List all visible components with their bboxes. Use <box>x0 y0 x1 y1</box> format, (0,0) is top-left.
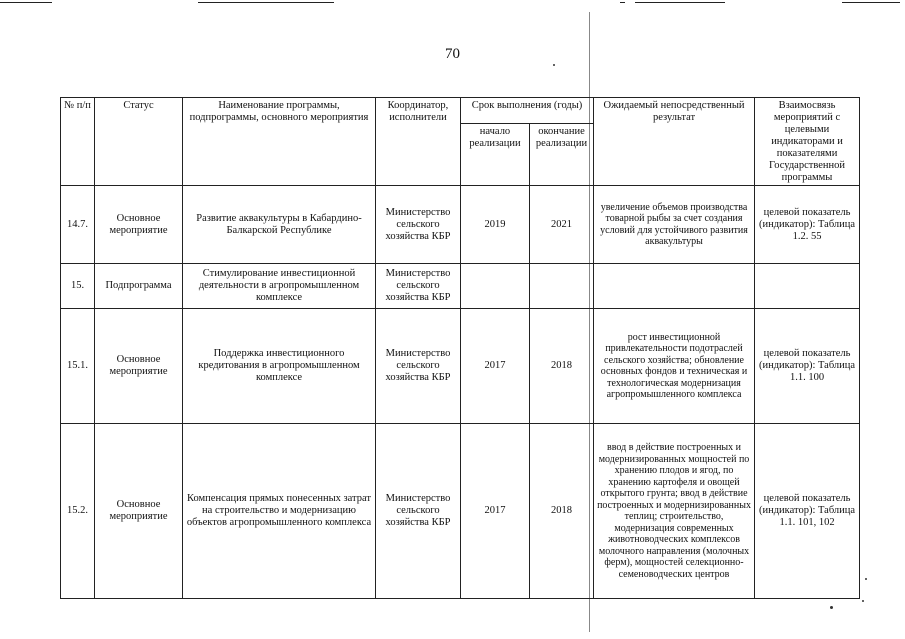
cell-link <box>755 264 860 309</box>
header-name: Наименование программы, подпрограммы, основного мероприятия <box>183 98 376 186</box>
cell-coordinator: Министерство сельского хозяйства КБР <box>376 264 461 309</box>
cell-end <box>530 264 594 309</box>
cell-start: 2019 <box>461 186 530 264</box>
scan-artifact-top-center <box>198 2 334 3</box>
header-period: Срок выполнения (годы) <box>461 98 594 124</box>
cell-name: Стимулирование инвестиционной деятельности в агропромышленном комплексе <box>183 264 376 309</box>
cell-start: 2017 <box>461 424 530 599</box>
scan-artifact-top-right-2 <box>635 2 725 3</box>
cell-result: рост инвестиционной привлекательности подотраслей сельского хозяйства; обновление основных фондов и техническая и технологическая модернизация агропромышленного комплекса <box>594 309 755 424</box>
scan-speck-2 <box>865 578 867 580</box>
header-result: Ожидаемый непосредственный результат <box>594 98 755 186</box>
cell-coordinator: Министерство сельского хозяйства КБР <box>376 309 461 424</box>
cell-coordinator: Министерство сельского хозяйства КБР <box>376 424 461 599</box>
cell-num: 15.2. <box>61 424 95 599</box>
cell-status: Основное мероприятие <box>95 309 183 424</box>
header-coordinator: Координатор, исполнители <box>376 98 461 186</box>
cell-status: Подпрограмма <box>95 264 183 309</box>
cell-end: 2018 <box>530 424 594 599</box>
page-number: 70 <box>445 46 460 62</box>
cell-num: 14.7. <box>61 186 95 264</box>
table-row <box>61 264 860 309</box>
cell-name: Развитие аквакультуры в Кабардино-Балкарской Республике <box>183 186 376 264</box>
cell-status: Основное мероприятие <box>95 424 183 599</box>
scan-speck-4 <box>862 600 864 602</box>
scan-artifact-top-right-1 <box>620 2 625 3</box>
table-row <box>61 424 860 599</box>
cell-num: 15. <box>61 264 95 309</box>
header-start: начало реализации <box>461 124 530 186</box>
cell-name: Компенсация прямых понесенных затрат на строительство и модернизацию объектов агропромышленного комплекса <box>183 424 376 599</box>
header-num: № п/п <box>61 98 95 186</box>
header-end: окончание реализации <box>530 124 594 186</box>
cell-start <box>461 264 530 309</box>
header-status: Статус <box>95 98 183 186</box>
cell-result <box>594 264 755 309</box>
cell-end: 2021 <box>530 186 594 264</box>
cell-start: 2017 <box>461 309 530 424</box>
cell-result: увеличение объемов производства товарной рыбы за счет создания условий для устойчивого развития аквакультуры <box>594 186 755 264</box>
scan-artifact-top-right-3 <box>842 2 900 3</box>
cell-link: целевой показатель (индикатор): Таблица 1.1. 100 <box>755 309 860 424</box>
cell-status: Основное мероприятие <box>95 186 183 264</box>
table-row <box>61 186 860 264</box>
cell-result: ввод в действие построенных и модернизированных мощностей по хранению плодов и ягод, по хранению картофеля и овощей открытого грунта; ввод в действие построенных и модернизированных теплиц; строительство, модернизация современных животноводческих комплексов молочного направления (молочных ферм), мощностей селекционно-семеноводческих центров <box>594 424 755 599</box>
table-row <box>61 309 860 424</box>
cell-name: Поддержка инвестиционного кредитования в агропромышленном комплексе <box>183 309 376 424</box>
header-row-top <box>61 98 860 124</box>
header-link: Взаимосвязь мероприятий с целевыми индикаторами и показателями Государственной программы <box>755 98 860 186</box>
cell-link: целевой показатель (индикатор): Таблица 1.2. 55 <box>755 186 860 264</box>
cell-link: целевой показатель (индикатор): Таблица 1.1. 101, 102 <box>755 424 860 599</box>
scan-artifact-top-left <box>0 2 52 3</box>
program-table <box>60 97 860 599</box>
cell-end: 2018 <box>530 309 594 424</box>
cell-num: 15.1. <box>61 309 95 424</box>
scan-speck-3 <box>830 606 833 609</box>
scan-speck-1 <box>553 64 555 66</box>
cell-coordinator: Министерство сельского хозяйства КБР <box>376 186 461 264</box>
